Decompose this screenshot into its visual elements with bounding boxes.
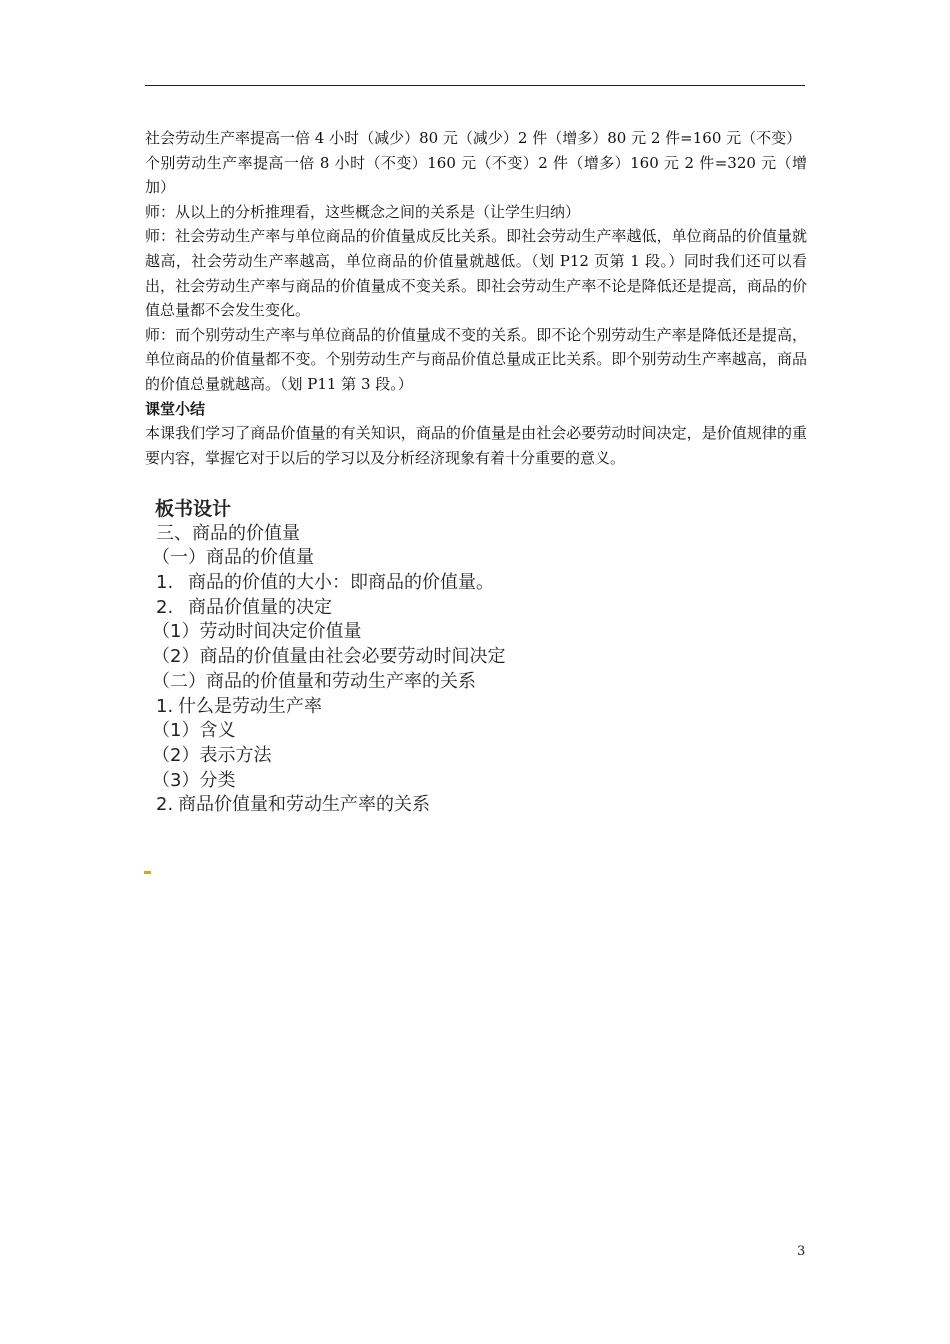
page-number: 3 xyxy=(797,1244,806,1259)
board-item-3-text: 什么是劳动生产率 xyxy=(178,695,322,717)
board-item-4-text: 商品价值量和劳动生产率的关系 xyxy=(178,794,430,816)
board-subitem-4: （2）表示方法 xyxy=(152,744,272,766)
board-design-image xyxy=(152,497,612,818)
board-section-heading: 三、商品的价值量 xyxy=(156,522,300,544)
body-text xyxy=(145,126,807,470)
header-rule xyxy=(145,85,805,86)
paragraph-individual-productivity: 个别劳动生产率提高一倍 8 小时（不变）160 元（不变）2 件（增多）160 元 2 件=320 元（增加） xyxy=(145,153,807,197)
board-item-4 xyxy=(152,793,612,818)
board-item-3-number: 1. xyxy=(156,695,174,717)
board-item-1 xyxy=(152,571,612,596)
paragraph-social-relation: 师：社会劳动生产率与单位商品的价值量成反比关系。即社会劳动生产率越低，单位商品的价值量就越高，社会劳动生产率越高，单位商品的价值量就越低。（划 P12 页第 1 段。）同时我们还可以看出，社会劳动生产率与商品的价值量成不变关系。即社会劳动生产率不论是降低还是提高，商品的价值总量都不会发生变化。 xyxy=(145,227,807,320)
board-subitem-3: （1）含义 xyxy=(152,720,236,742)
board-item-2 xyxy=(152,596,612,621)
board-subitem-5: （3）分类 xyxy=(152,769,236,791)
paragraph-individual-relation: 师：而个别劳动生产率与单位商品的价值量成不变的关系。即不论个别劳动生产率是降低还是提高，单位商品的价值量都不变。个别劳动生产与商品价值总量成正比关系。即个别劳动生产率越高，商品的价值总量就越高。（划 P11 第 3 段。） xyxy=(145,325,807,393)
board-item-2-text: 商品价值量的决定 xyxy=(188,596,332,618)
board-subitem-2: （2）商品的价值量由社会必要劳动时间决定 xyxy=(152,646,506,668)
board-item-3 xyxy=(152,695,612,720)
summary-text: 本课我们学习了商品价值量的有关知识，商品的价值量是由社会必要劳动时间决定，是价值规律的重要内容，掌握它对于以后的学习以及分析经济现象有着十分重要的意义。 xyxy=(145,424,807,467)
paragraph-social-productivity: 社会劳动生产率提高一倍 4 小时（减少）80 元（减少）2 件（增多）80 元 2 件=160 元（不变） xyxy=(145,129,802,147)
board-part-one: （一）商品的价值量 xyxy=(152,547,314,569)
paragraph-teacher-question: 师：从以上的分析推理看，这些概念之间的关系是（让学生归纳） xyxy=(145,202,581,221)
decorative-mark xyxy=(144,871,151,874)
board-item-2-number: 2. xyxy=(156,596,174,618)
board-part-two: （二）商品的价值量和劳动生产率的关系 xyxy=(152,670,476,692)
board-subitem-1: （1）劳动时间决定价值量 xyxy=(152,621,362,643)
board-title: 板书设计 xyxy=(155,498,232,520)
board-item-1-number: 1. xyxy=(156,572,174,594)
board-item-4-number: 2. xyxy=(156,794,174,816)
board-item-1-text: 商品的价值的大小：即商品的价值量。 xyxy=(188,572,494,594)
summary-heading: 课堂小结 xyxy=(145,399,206,418)
